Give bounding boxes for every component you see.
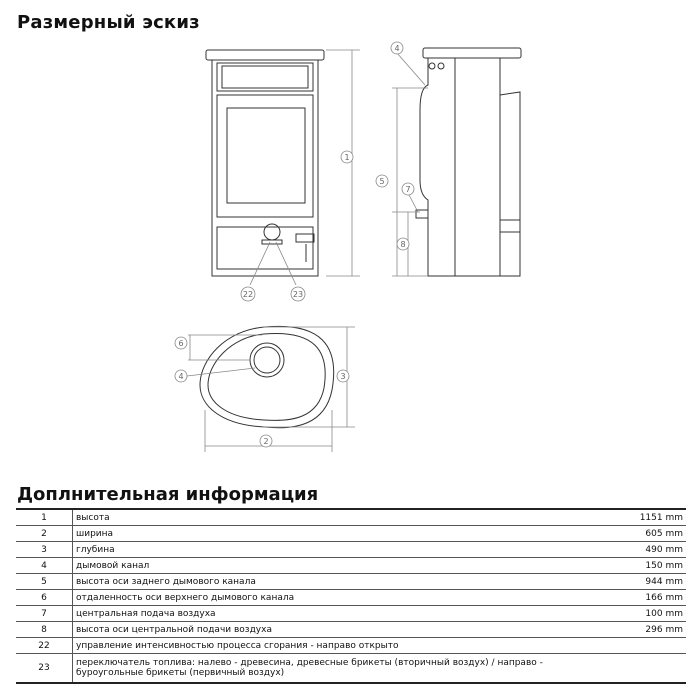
callout-label: 8 (400, 240, 406, 249)
callout-label: 1 (344, 153, 350, 162)
callout-label: 2 (263, 437, 269, 446)
table-row (16, 558, 686, 574)
cell-value: 150 mm (610, 558, 686, 574)
cell-desc: дымовой канал (73, 558, 611, 574)
table-row (16, 509, 686, 526)
cell-value: 100 mm (610, 606, 686, 622)
front-view (206, 50, 324, 276)
cell-desc: центральная подача воздуха (73, 606, 611, 622)
table-row (16, 542, 686, 558)
cell-desc: ширина (73, 526, 611, 542)
cell-value: 166 mm (610, 590, 686, 606)
section-title: Доплнительная информация (17, 484, 319, 505)
table-row (16, 526, 686, 542)
cell-value: 944 mm (610, 574, 686, 590)
table-row (16, 638, 686, 654)
cell-value (610, 654, 686, 684)
page-title: Размерный эскиз (17, 12, 200, 33)
table-row (16, 606, 686, 622)
cell-num: 8 (16, 622, 73, 638)
cell-num: 5 (16, 574, 73, 590)
cell-value (610, 638, 686, 654)
cell-num: 4 (16, 558, 73, 574)
cell-desc: переключатель топлива: налево - древесина, древесные брикеты (вторичный воздух) / направо - буроугольные брикеты (первичный воздух) (73, 654, 611, 684)
cell-num: 22 (16, 638, 73, 654)
cell-desc: отдаленность оси верхнего дымового канала (73, 590, 611, 606)
cell-value: 605 mm (610, 526, 686, 542)
top-view (200, 326, 334, 427)
cell-desc: высота оси заднего дымового канала (73, 574, 611, 590)
cell-value: 1151 mm (610, 509, 686, 526)
cell-desc: высота (73, 509, 611, 526)
cell-num: 3 (16, 542, 73, 558)
cell-num: 2 (16, 526, 73, 542)
callout-label: 4 (178, 372, 184, 381)
callout-label: 22 (242, 290, 254, 299)
cell-num: 6 (16, 590, 73, 606)
cell-num: 1 (16, 509, 73, 526)
callout-label: 3 (340, 372, 346, 381)
side-view (416, 48, 521, 276)
cell-num: 7 (16, 606, 73, 622)
table-row (16, 590, 686, 606)
cell-desc: управление интенсивностью процесса сгорания - направо открыто (73, 638, 611, 654)
cell-desc: глубина (73, 542, 611, 558)
spec-table (16, 508, 686, 684)
callout-label: 5 (379, 177, 385, 186)
callout-label: 23 (292, 290, 304, 299)
cell-desc: высота оси центральной подачи воздуха (73, 622, 611, 638)
table-row (16, 654, 686, 684)
table-row (16, 622, 686, 638)
cell-value: 296 mm (610, 622, 686, 638)
callout-label: 7 (405, 185, 411, 194)
cell-value: 490 mm (610, 542, 686, 558)
cell-num: 23 (16, 654, 73, 684)
table-row (16, 574, 686, 590)
callout-label: 4 (394, 44, 400, 53)
callout-label: 6 (178, 339, 184, 348)
top-dims (175, 327, 355, 452)
